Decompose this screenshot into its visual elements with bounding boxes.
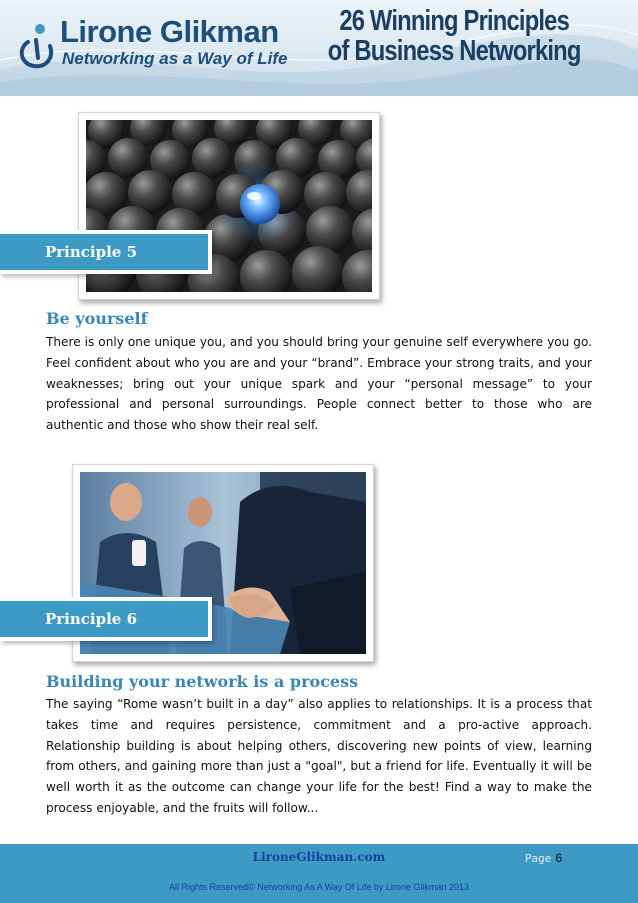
brand-name: Lirone Glikman <box>60 14 279 49</box>
footer-website-link[interactable]: LironeGlikman.com <box>252 850 386 864</box>
section-heading-be-yourself: Be yourself <box>46 309 148 328</box>
page-indicator <box>525 851 562 865</box>
page-label: Page <box>524 852 552 865</box>
principle-5-label: Principle 5 <box>45 243 138 261</box>
page-header <box>0 0 638 96</box>
principle-6-tab <box>0 597 212 641</box>
page-footer <box>0 844 638 903</box>
document-title <box>300 6 608 67</box>
copyright-notice: All Rights Reserved© Networking As A Way Of Life by Lirone Glikman 2013 <box>169 882 469 892</box>
brand-tagline: Networking as a Way of Life <box>62 49 288 68</box>
principle-5-tab <box>0 230 212 274</box>
section-body-be-yourself: There is only one unique you, and you should bring your genuine self everywhere you go. Feel confident about who you are and your “brand”. Embrace your strong traits, and your weaknesses; bring out your unique spark and your “personal message” to your professional and personal surroundings. People connect better to those who are authentic and those who show their real self. <box>46 335 592 433</box>
section-heading-building-network: Building your network is a process <box>46 672 359 691</box>
section-body-building-network: The saying “Rome wasn’t built in a day” also applies to relationships. It is a process that takes time and requires persistence, commitment and a pro-active approach. Relationship building is about helping others, discovering new points of view, learning from others, and gaining more than just a "goal", but a friend for life. Eventually it will be well worth it as the outcome can change your life for the best! Find a way to make the process enjoyable, and the fruits will follow... <box>46 697 592 815</box>
document-title-line1: 26 Winning Principles <box>339 5 569 37</box>
page-number: 6 <box>555 851 562 865</box>
principle-6-label: Principle 6 <box>45 610 138 628</box>
logo-icon <box>16 20 56 70</box>
document-title-line2: of Business Networking <box>327 35 581 68</box>
